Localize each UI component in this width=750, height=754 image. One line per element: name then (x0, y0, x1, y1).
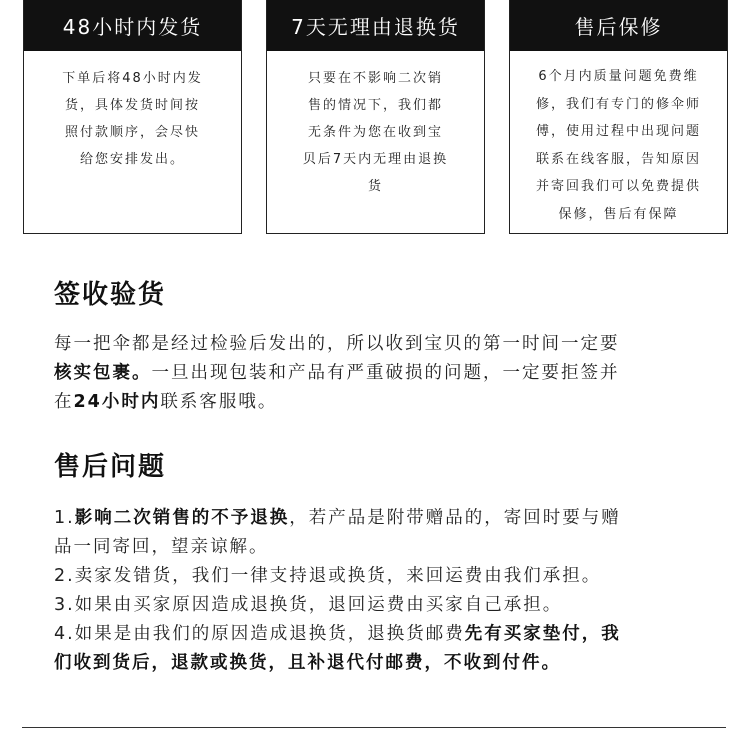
aftersale-item-1-cont: 品一同寄回，望亲谅解。 (54, 537, 269, 557)
aftersale-item-4-cont (54, 649, 694, 678)
card-line: 贝后7天内无理由退换 (302, 152, 449, 167)
inspection-paragraph (54, 330, 694, 417)
card-line: 给您安排发出。 (79, 152, 185, 167)
card-line: 修，我们有专门的修伞师 (535, 96, 701, 112)
warranty-card (509, 0, 728, 234)
return-card-title: 7天无理由退换货 (267, 0, 484, 51)
card-line: 只要在不影响二次销 (307, 71, 443, 86)
shipping-card-body (24, 51, 241, 173)
card-line: 无条件为您在收到宝 (307, 125, 443, 140)
item-text: 4.如果是由我们的原因造成退换货，退换货邮费 (54, 624, 465, 644)
warranty-card-title: 售后保修 (510, 0, 727, 51)
item-text: ，若产品是附带赠品的，寄回时要与赠 (289, 508, 621, 528)
card-line: 照付款顺序，会尽快 (64, 125, 200, 140)
card-line: 6个月内质量问题免费维 (538, 69, 699, 84)
card-line: 保修，售后有保障 (558, 206, 679, 222)
item-bold: 们收到货后，退款或换货，且补退代付邮费，不收到付件。 (54, 653, 561, 673)
inspection-line-2 (54, 359, 694, 388)
card-line: 并寄回我们可以免费提供 (535, 179, 701, 194)
aftersale-item-2: 2.卖家发错货，我们一律支持退或换货，来回运费由我们承担。 (54, 566, 602, 586)
card-line: 售的情况下，我们都 (307, 98, 443, 113)
inspection-bold-verify: 核实包裹。 (54, 363, 152, 383)
inspection-line-3-pre: 在 (54, 392, 74, 412)
warranty-card-body (510, 51, 727, 228)
aftersale-title: 售后问题 (54, 452, 167, 482)
card-line: 下单后将48小时内发 (62, 71, 203, 86)
card-line: 货 (367, 179, 383, 194)
inspection-line-1: 每一把伞都是经过检验后发出的，所以收到宝贝的第一时间一定要 (54, 334, 620, 354)
card-line: 货，具体发货时间按 (64, 98, 200, 113)
inspection-bold-24h: 24小时内 (73, 392, 161, 412)
return-card (266, 0, 485, 234)
item-bold: 先有买家垫付，我 (464, 624, 621, 644)
aftersale-item-1 (54, 504, 694, 533)
inspection-line-2-text: 一旦出现包装和产品有严重破损的问题，一定要拒签并 (151, 363, 620, 383)
aftersale-item-3: 3.如果由买家原因造成退换货，退回运费由买家自己承担。 (54, 595, 563, 615)
shipping-card-title: 48小时内发货 (24, 0, 241, 51)
inspection-line-3-text: 联系客服哦。 (160, 392, 278, 412)
card-line: 傅，使用过程中出现问题 (535, 124, 701, 139)
item-number: 1. (54, 508, 75, 528)
aftersale-item-4 (54, 620, 694, 649)
item-bold: 影响二次销售的不予退换 (74, 508, 290, 528)
inspection-line-3 (54, 388, 694, 417)
aftersale-list (54, 504, 694, 678)
return-card-body (267, 51, 484, 200)
shipping-card (23, 0, 242, 234)
card-line: 联系在线客服，告知原因 (535, 151, 701, 167)
inspection-title: 签收验货 (54, 280, 167, 310)
bottom-divider (22, 727, 726, 728)
